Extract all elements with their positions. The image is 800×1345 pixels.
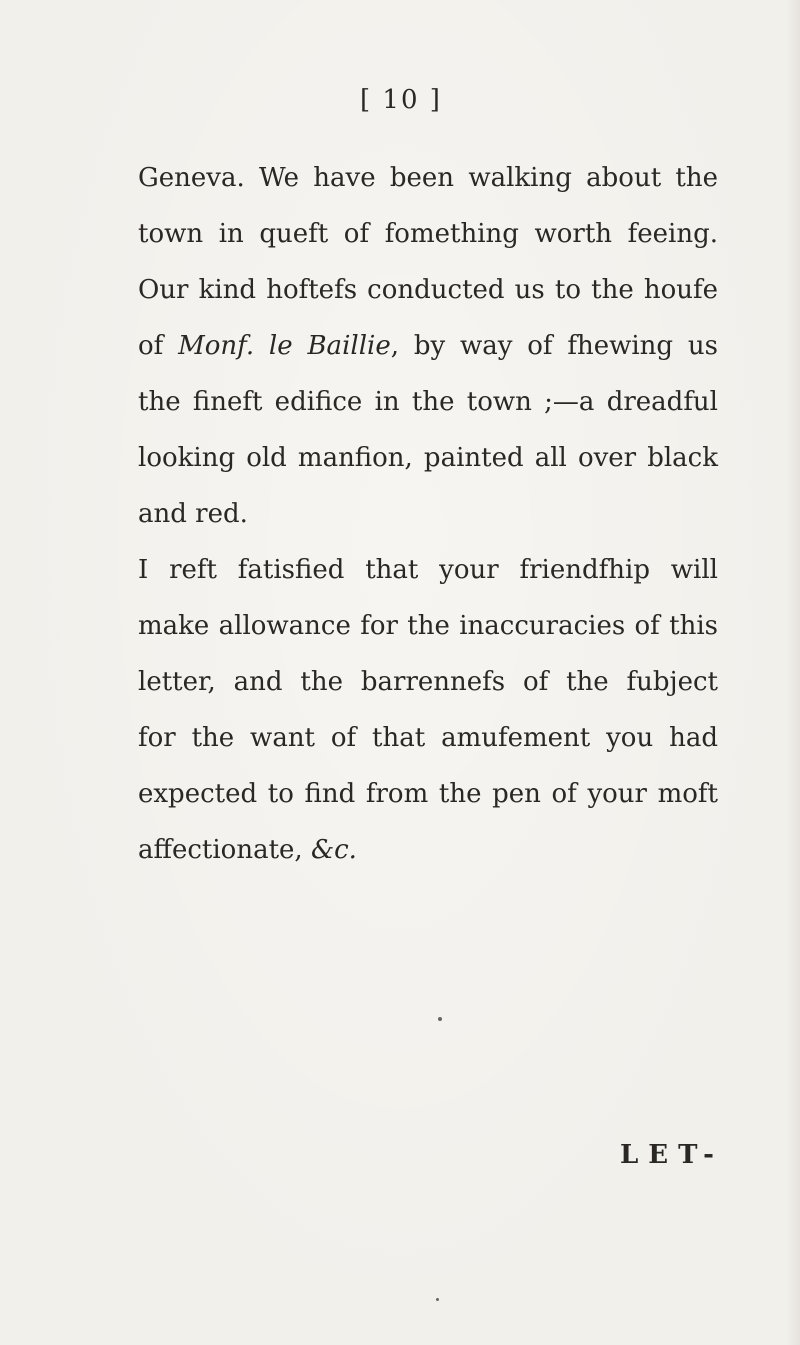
ink-speck bbox=[438, 1017, 442, 1021]
text-line: make allowance for the inaccuracies of this bbox=[138, 611, 718, 641]
text-line: I reft fatisfied that your friendfhip will bbox=[138, 555, 718, 585]
text-line: looking old manfion, painted all over black bbox=[138, 443, 718, 473]
text-line: the fineft edifice in the town ;—a dreadful bbox=[138, 387, 718, 417]
name-monf-le-baillie: Monf. le Baillie bbox=[178, 331, 391, 361]
text-line bbox=[138, 318, 718, 374]
text-line-post: , by way of fhewing us bbox=[390, 331, 718, 361]
text-line-pre: of bbox=[138, 331, 179, 361]
page-number-header: [ 10 ] bbox=[360, 85, 442, 115]
text-line: Our kind hoftefs conducted us to the houfe bbox=[138, 275, 718, 305]
text-line: Geneva. We have been walking about the bbox=[138, 163, 718, 193]
catchword: LET- bbox=[620, 1140, 724, 1170]
text-line: expected to find from the pen of your moft bbox=[138, 779, 718, 809]
text-line: and red. bbox=[138, 499, 248, 529]
letter-body bbox=[138, 150, 718, 878]
text-line: for the want of that amufement you had bbox=[138, 723, 718, 753]
text-line-pre: affectionate, bbox=[138, 835, 311, 865]
etcetera: &c. bbox=[310, 835, 357, 865]
text-line bbox=[138, 822, 718, 878]
ink-speck bbox=[436, 1298, 439, 1301]
text-line: town in queft of fomething worth feeing. bbox=[138, 219, 718, 249]
page-edge-shadow bbox=[786, 0, 800, 1345]
text-line: letter, and the barrennefs of the fubject bbox=[138, 667, 718, 697]
